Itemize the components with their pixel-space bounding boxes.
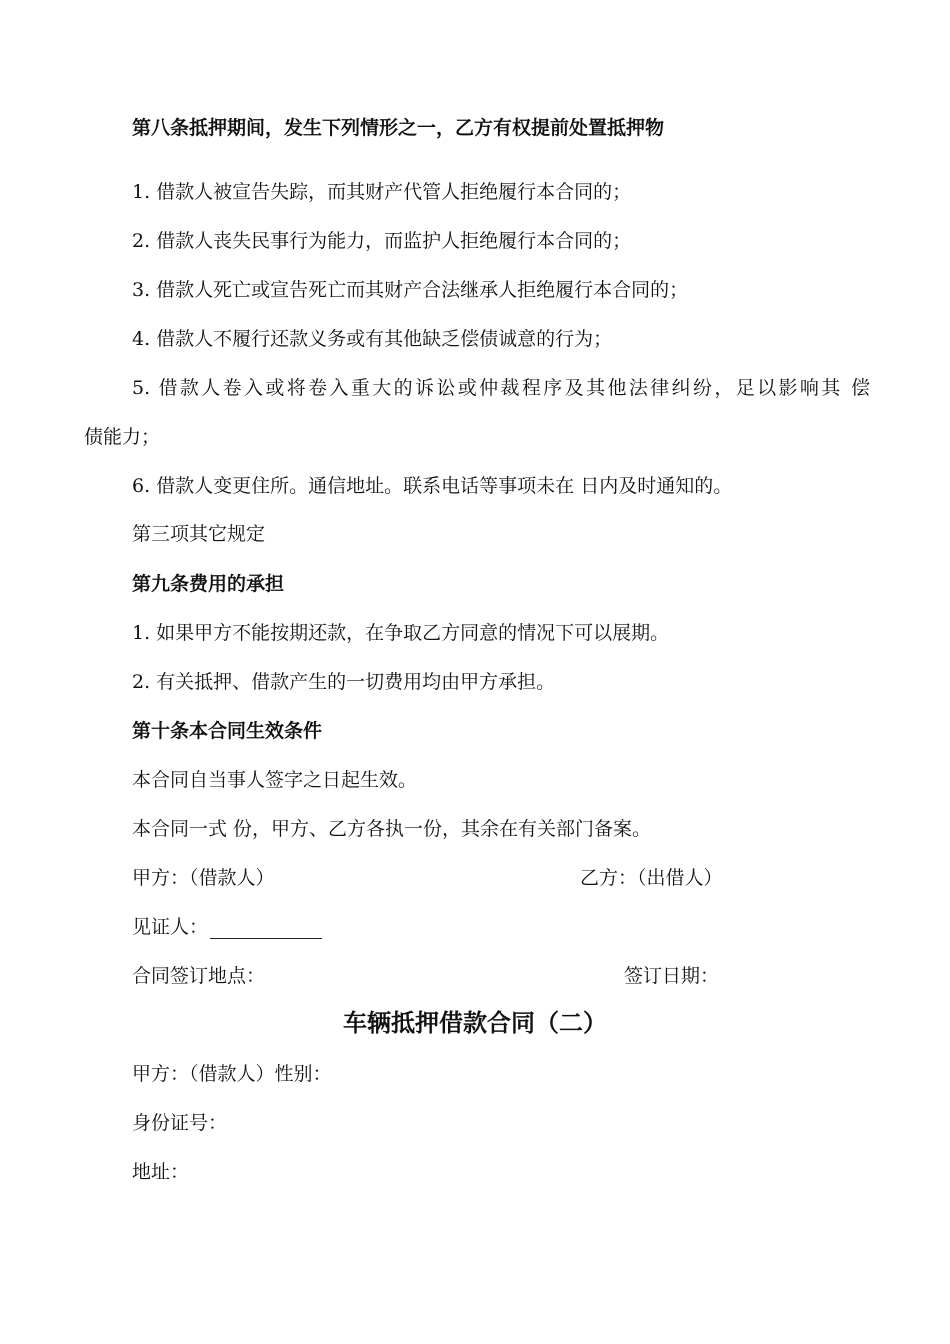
article-8-item-6: 6. 借款人变更住所。通信地址。联系电话等事项未在 日内及时通知的。 bbox=[132, 475, 733, 497]
article-9-title: 第九条费用的承担 bbox=[132, 573, 285, 595]
article-10-title: 第十条本合同生效条件 bbox=[132, 720, 323, 742]
article-9-item-2: 2. 有关抵押、借款产生的一切费用均由甲方承担。 bbox=[132, 671, 556, 693]
section-3-title: 第三项其它规定 bbox=[132, 523, 266, 545]
article-8-title: 第八条抵押期间，发生下列情形之一，乙方有权提前处置抵押物 bbox=[132, 117, 665, 139]
signature-party-a: 甲方：（借款人） bbox=[132, 867, 275, 889]
article-8-item-5: 5. 借款人卷入或将卷入重大的诉讼或仲裁程序及其他法律纠纷，足以影响其 偿 bbox=[132, 377, 870, 399]
article-9-item-1: 1. 如果甲方不能按期还款，在争取乙方同意的情况下可以展期。 bbox=[132, 622, 670, 644]
article-8-item-2: 2. 借款人丧失民事行为能力，而监护人拒绝履行本合同的； bbox=[132, 230, 632, 252]
signature-date: 签订日期： bbox=[624, 965, 720, 987]
article-8-item-5-continued: 债能力； bbox=[84, 426, 161, 448]
signature-place: 合同签订地点： bbox=[132, 965, 266, 987]
article-10-item-1: 本合同自当事人签字之日起生效。 bbox=[132, 769, 418, 791]
article-10-item-2: 本合同一式 份，甲方、乙方各执一份，其余在有关部门备案。 bbox=[132, 818, 652, 840]
witness-blank-line bbox=[210, 920, 322, 939]
contract-2-party-a: 甲方：（借款人）性别： bbox=[132, 1063, 332, 1085]
contract-2-id-number: 身份证号： bbox=[132, 1112, 228, 1134]
contract-2-address: 地址： bbox=[132, 1161, 190, 1183]
article-8-item-4: 4. 借款人不履行还款义务或有其他缺乏偿债诚意的行为； bbox=[132, 328, 613, 350]
article-8-item-3: 3. 借款人死亡或宣告死亡而其财产合法继承人拒绝履行本合同的； bbox=[132, 279, 689, 301]
signature-witness-row bbox=[132, 915, 322, 939]
signature-witness-label: 见证人： bbox=[132, 916, 209, 938]
contract-2-title: 车辆抵押借款合同（二） bbox=[343, 1008, 607, 1037]
article-8-item-1: 1. 借款人被宣告失踪，而其财产代管人拒绝履行本合同的； bbox=[132, 181, 632, 203]
signature-party-b: 乙方：（出借人） bbox=[580, 867, 723, 889]
